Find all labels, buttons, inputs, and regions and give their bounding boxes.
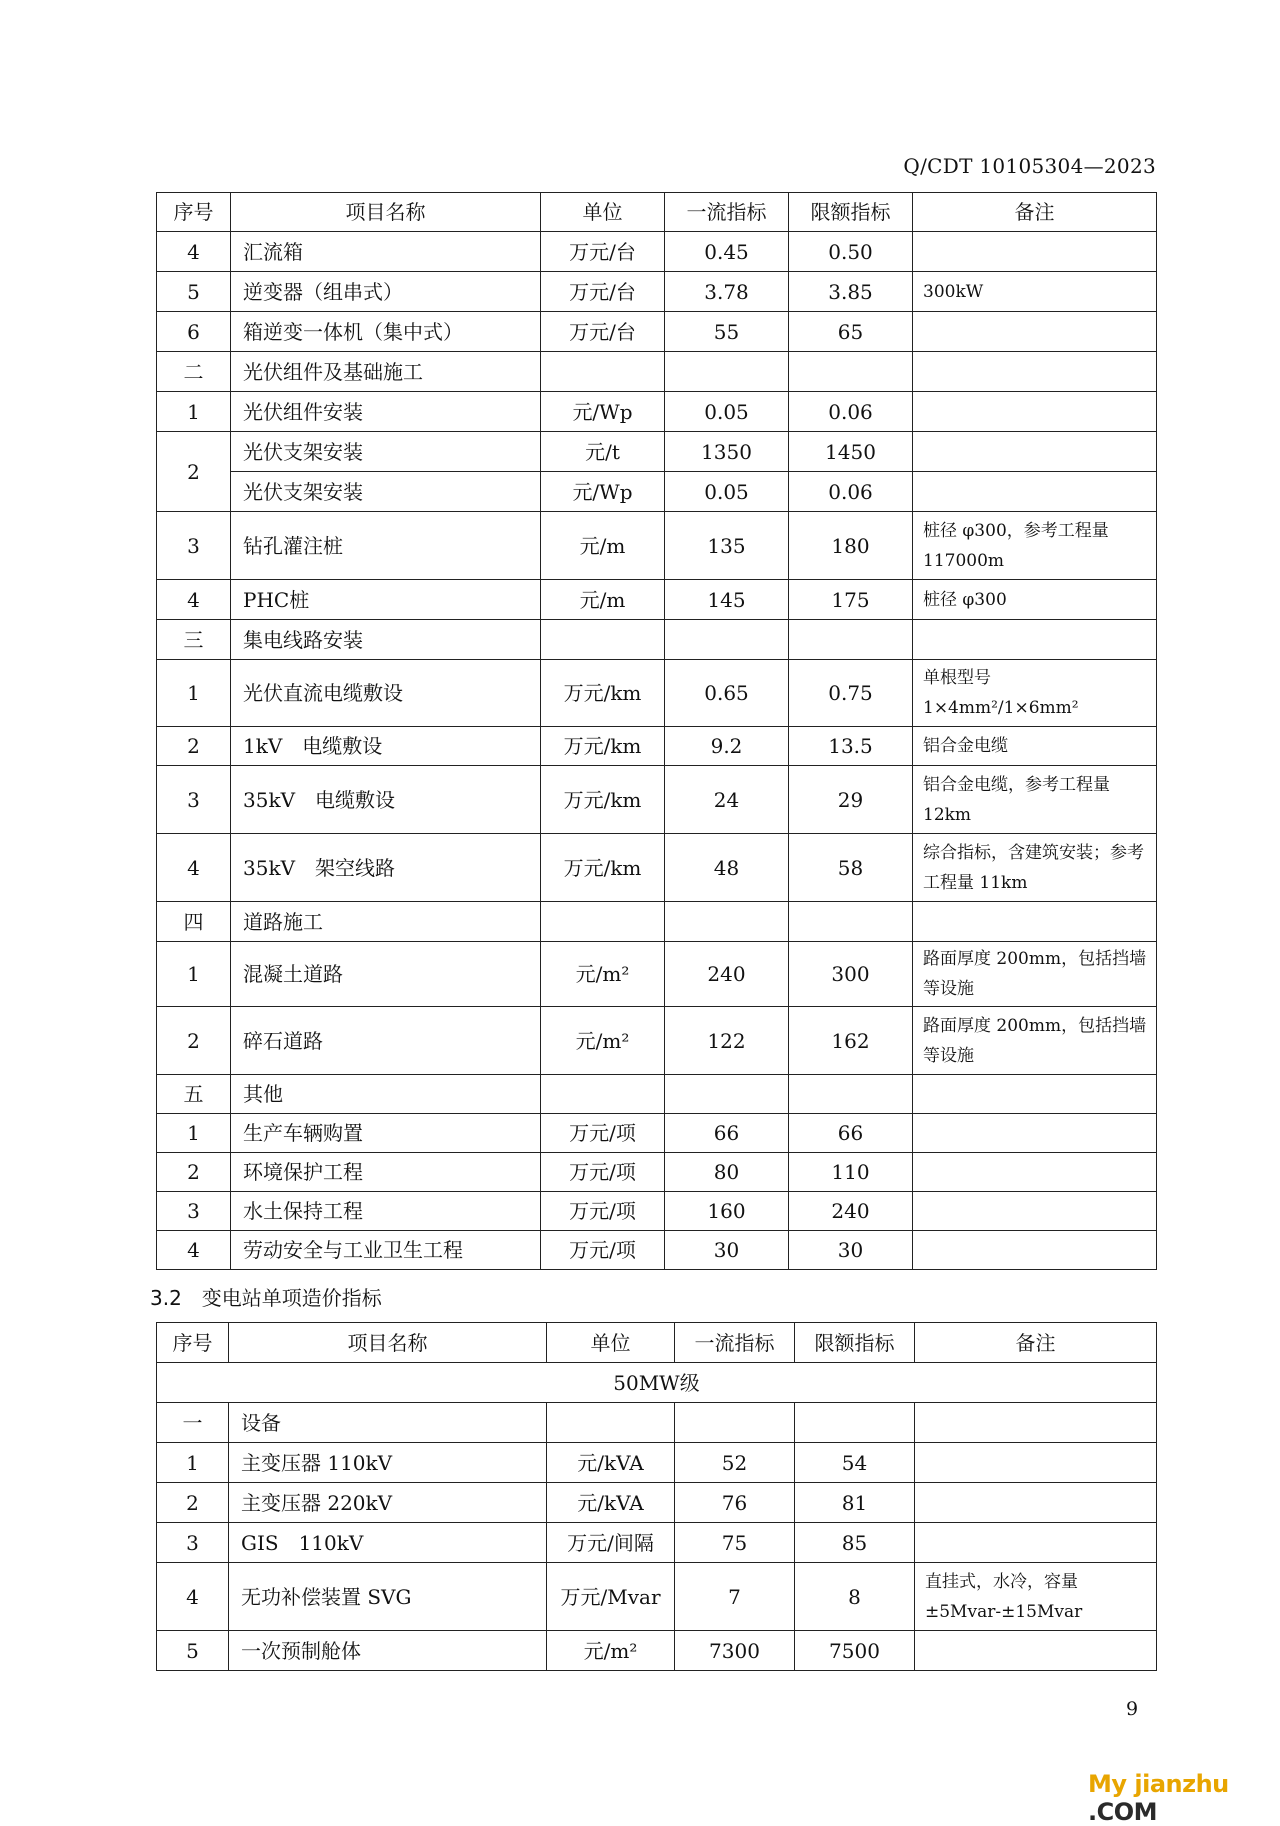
cell-note — [913, 232, 1157, 272]
cell-note: 300kW — [913, 272, 1157, 312]
cell-no: 4 — [157, 232, 231, 272]
cell-name: 环境保护工程 — [231, 1153, 541, 1192]
cell-name: 其他 — [231, 1075, 541, 1114]
cell-unit: 元/m² — [541, 1007, 665, 1075]
cell-no: 1 — [157, 942, 231, 1007]
cell-note: 铝合金电缆，参考工程量12km — [913, 766, 1157, 834]
cell-name: 汇流箱 — [231, 232, 541, 272]
cell-note — [915, 1483, 1157, 1523]
cell-limit: 30 — [789, 1231, 913, 1270]
cell-name: 碎石道路 — [231, 1007, 541, 1075]
cell-limit: 85 — [795, 1523, 915, 1563]
cell-note: 铝合金电缆 — [913, 727, 1157, 766]
table-row — [157, 1483, 1157, 1523]
cell-note — [915, 1403, 1157, 1443]
substation-cost-table — [156, 1322, 1157, 1671]
cell-name: 逆变器（组串式） — [231, 272, 541, 312]
cell-no: 4 — [157, 1563, 229, 1631]
cell-first-class: 48 — [665, 834, 789, 902]
cell-unit: 元/kVA — [547, 1443, 675, 1483]
cell-unit: 万元/项 — [541, 1114, 665, 1153]
group-row — [157, 1363, 1157, 1403]
cell-name: 劳动安全与工业卫生工程 — [231, 1231, 541, 1270]
table-row — [157, 272, 1157, 312]
table-row — [157, 312, 1157, 352]
cell-first-class: 7300 — [675, 1631, 795, 1671]
cell-note — [913, 902, 1157, 942]
cell-unit: 元/m² — [547, 1631, 675, 1671]
cell-no: 四 — [157, 902, 231, 942]
cell-limit: 29 — [789, 766, 913, 834]
cell-first-class: 240 — [665, 942, 789, 1007]
cell-no: 3 — [157, 1523, 229, 1563]
table-header-row — [157, 1323, 1157, 1363]
cell-unit — [541, 902, 665, 942]
cell-note — [913, 620, 1157, 660]
cell-unit: 元/Wp — [541, 392, 665, 432]
cell-note — [913, 1192, 1157, 1231]
cell-unit — [541, 620, 665, 660]
cell-limit: 13.5 — [789, 727, 913, 766]
table-row — [157, 1631, 1157, 1671]
cell-unit: 万元/台 — [541, 272, 665, 312]
table-row — [157, 942, 1157, 1007]
cell-first-class: 0.05 — [665, 392, 789, 432]
cell-first-class: 160 — [665, 1192, 789, 1231]
section-heading: 3.2 变电站单项造价指标 — [150, 1286, 382, 1310]
cell-name: 光伏支架安装 — [231, 432, 541, 472]
cell-unit: 万元/Mvar — [547, 1563, 675, 1631]
cell-name: 1kV 电缆敷设 — [231, 727, 541, 766]
cell-first-class: 52 — [675, 1443, 795, 1483]
table-row — [157, 1523, 1157, 1563]
table-row — [157, 1153, 1157, 1192]
table-row — [157, 432, 1157, 472]
cell-no: 4 — [157, 1231, 231, 1270]
cell-limit: 54 — [795, 1443, 915, 1483]
cell-name: 光伏组件及基础施工 — [231, 352, 541, 392]
header-note: 备注 — [915, 1323, 1157, 1363]
cell-note: 单根型号 1×4mm²/1×6mm² — [913, 660, 1157, 727]
cell-limit: 300 — [789, 942, 913, 1007]
cell-unit: 元/Wp — [541, 472, 665, 512]
cell-first-class — [665, 352, 789, 392]
header-unit: 单位 — [541, 193, 665, 232]
cell-no: 2 — [157, 432, 231, 512]
cell-no: 6 — [157, 312, 231, 352]
cell-no: 2 — [157, 1007, 231, 1075]
cell-limit: 58 — [789, 834, 913, 902]
header-no: 序号 — [157, 193, 231, 232]
cell-name: 箱逆变一体机（集中式） — [231, 312, 541, 352]
table-row — [157, 766, 1157, 834]
cell-no: 2 — [157, 1483, 229, 1523]
cell-unit: 元/m — [541, 512, 665, 580]
cell-name: 集电线路安装 — [231, 620, 541, 660]
watermark-brand: My jianzhu — [1088, 1770, 1229, 1798]
cell-limit: 0.06 — [789, 392, 913, 432]
cell-no: 二 — [157, 352, 231, 392]
cell-first-class — [675, 1403, 795, 1443]
table-row — [157, 512, 1157, 580]
cell-name: 一次预制舱体 — [229, 1631, 547, 1671]
cell-note: 路面厚度 200mm，包括挡墙等设施 — [913, 942, 1157, 1007]
table-row — [157, 1192, 1157, 1231]
cell-first-class: 7 — [675, 1563, 795, 1631]
cell-first-class: 75 — [675, 1523, 795, 1563]
cell-unit: 元/t — [541, 432, 665, 472]
cell-no: 一 — [157, 1403, 229, 1443]
page-number: 9 — [1126, 1698, 1139, 1720]
table-row — [157, 472, 1157, 512]
cell-no: 3 — [157, 766, 231, 834]
cell-note — [913, 1231, 1157, 1270]
cell-limit: 175 — [789, 580, 913, 620]
cell-limit — [789, 902, 913, 942]
cell-no: 三 — [157, 620, 231, 660]
cell-first-class: 145 — [665, 580, 789, 620]
header-unit: 单位 — [547, 1323, 675, 1363]
cell-note — [913, 392, 1157, 432]
cell-note — [915, 1631, 1157, 1671]
cell-first-class: 1350 — [665, 432, 789, 472]
section-row — [157, 620, 1157, 660]
cell-no: 3 — [157, 512, 231, 580]
cell-no: 1 — [157, 392, 231, 432]
header-first-class: 一流指标 — [665, 193, 789, 232]
cell-limit — [789, 1075, 913, 1114]
cell-no: 1 — [157, 1114, 231, 1153]
cell-unit: 万元/km — [541, 727, 665, 766]
cell-name: 光伏直流电缆敷设 — [231, 660, 541, 727]
cell-unit: 万元/台 — [541, 312, 665, 352]
site-watermark — [1088, 1770, 1280, 1826]
cell-name: 混凝土道路 — [231, 942, 541, 1007]
cell-first-class: 0.45 — [665, 232, 789, 272]
cell-no: 5 — [157, 272, 231, 312]
cell-limit — [795, 1403, 915, 1443]
cell-unit: 万元/km — [541, 766, 665, 834]
cell-limit — [789, 620, 913, 660]
cell-first-class: 135 — [665, 512, 789, 580]
cell-unit — [541, 352, 665, 392]
cell-limit: 65 — [789, 312, 913, 352]
cell-unit: 万元/项 — [541, 1231, 665, 1270]
cell-name: PHC桩 — [231, 580, 541, 620]
cell-no: 1 — [157, 660, 231, 727]
cell-unit — [541, 1075, 665, 1114]
cell-unit: 元/kVA — [547, 1483, 675, 1523]
section-row — [157, 1403, 1157, 1443]
cell-first-class: 0.05 — [665, 472, 789, 512]
table-row — [157, 392, 1157, 432]
cell-first-class: 66 — [665, 1114, 789, 1153]
cell-limit: 8 — [795, 1563, 915, 1631]
section-row — [157, 352, 1157, 392]
cell-name: 光伏组件安装 — [231, 392, 541, 432]
cell-name: 道路施工 — [231, 902, 541, 942]
cell-no: 5 — [157, 1631, 229, 1671]
cell-name: 35kV 架空线路 — [231, 834, 541, 902]
cell-unit: 万元/间隔 — [547, 1523, 675, 1563]
cell-first-class — [665, 620, 789, 660]
watermark-tld: .COM — [1088, 1798, 1158, 1826]
section-row — [157, 902, 1157, 942]
cell-first-class: 80 — [665, 1153, 789, 1192]
cell-unit — [547, 1403, 675, 1443]
document-code: Q/CDT 10105304—2023 — [903, 154, 1156, 178]
cell-limit: 240 — [789, 1192, 913, 1231]
table-row — [157, 834, 1157, 902]
cell-no: 3 — [157, 1192, 231, 1231]
cell-no: 2 — [157, 727, 231, 766]
cell-limit: 81 — [795, 1483, 915, 1523]
table-header-row — [157, 193, 1157, 232]
cell-note: 路面厚度 200mm，包括挡墙等设施 — [913, 1007, 1157, 1075]
cell-no: 1 — [157, 1443, 229, 1483]
cell-note — [913, 1075, 1157, 1114]
cell-note — [915, 1523, 1157, 1563]
cell-limit: 162 — [789, 1007, 913, 1075]
cell-name: 设备 — [229, 1403, 547, 1443]
header-limit: 限额指标 — [789, 193, 913, 232]
cell-note — [913, 1114, 1157, 1153]
cell-first-class: 24 — [665, 766, 789, 834]
cell-first-class: 76 — [675, 1483, 795, 1523]
cell-unit: 元/m — [541, 580, 665, 620]
table-row — [157, 232, 1157, 272]
cell-first-class: 9.2 — [665, 727, 789, 766]
header-first-class: 一流指标 — [675, 1323, 795, 1363]
cell-note: 综合指标，含建筑安装；参考工程量 11km — [913, 834, 1157, 902]
cell-limit: 180 — [789, 512, 913, 580]
cell-limit: 0.50 — [789, 232, 913, 272]
table-row — [157, 580, 1157, 620]
cell-name: 主变压器 110kV — [229, 1443, 547, 1483]
header-name: 项目名称 — [231, 193, 541, 232]
table-row — [157, 727, 1157, 766]
cell-limit: 110 — [789, 1153, 913, 1192]
cell-unit: 万元/km — [541, 834, 665, 902]
cell-no: 2 — [157, 1153, 231, 1192]
cell-unit: 元/m² — [541, 942, 665, 1007]
cell-note: 桩径 φ300 — [913, 580, 1157, 620]
cell-first-class: 30 — [665, 1231, 789, 1270]
cell-note — [913, 432, 1157, 472]
table-row — [157, 1563, 1157, 1631]
header-note: 备注 — [913, 193, 1157, 232]
cell-first-class: 122 — [665, 1007, 789, 1075]
cell-unit: 万元/km — [541, 660, 665, 727]
cell-name: GIS 110kV — [229, 1523, 547, 1563]
header-no: 序号 — [157, 1323, 229, 1363]
cell-limit: 1450 — [789, 432, 913, 472]
cell-no: 4 — [157, 580, 231, 620]
table-row — [157, 1443, 1157, 1483]
cell-first-class — [665, 902, 789, 942]
cell-note — [913, 312, 1157, 352]
cost-index-table — [156, 192, 1157, 1270]
table-row — [157, 1114, 1157, 1153]
cell-first-class: 0.65 — [665, 660, 789, 727]
cell-first-class: 3.78 — [665, 272, 789, 312]
cell-note: 桩径 φ300，参考工程量117000m — [913, 512, 1157, 580]
cell-name: 光伏支架安装 — [231, 472, 541, 512]
cell-name: 水土保持工程 — [231, 1192, 541, 1231]
cell-name: 无功补偿装置 SVG — [229, 1563, 547, 1631]
cell-limit: 3.85 — [789, 272, 913, 312]
table-row — [157, 1231, 1157, 1270]
cell-unit: 万元/项 — [541, 1192, 665, 1231]
cell-limit: 0.06 — [789, 472, 913, 512]
cell-first-class: 55 — [665, 312, 789, 352]
cell-first-class — [665, 1075, 789, 1114]
cell-name: 主变压器 220kV — [229, 1483, 547, 1523]
cell-name: 钻孔灌注桩 — [231, 512, 541, 580]
cell-note — [913, 472, 1157, 512]
cell-note: 直挂式，水冷，容量±5Mvar-±15Mvar — [915, 1563, 1157, 1631]
table-row — [157, 660, 1157, 727]
header-name: 项目名称 — [229, 1323, 547, 1363]
cell-note — [913, 352, 1157, 392]
group-label: 50MW级 — [157, 1363, 1157, 1403]
cell-note — [913, 1153, 1157, 1192]
cell-no: 4 — [157, 834, 231, 902]
cell-limit — [789, 352, 913, 392]
cell-unit: 万元/项 — [541, 1153, 665, 1192]
cell-no: 五 — [157, 1075, 231, 1114]
cell-limit: 7500 — [795, 1631, 915, 1671]
table-row — [157, 1007, 1157, 1075]
cell-name: 35kV 电缆敷设 — [231, 766, 541, 834]
header-limit: 限额指标 — [795, 1323, 915, 1363]
section-row — [157, 1075, 1157, 1114]
cell-limit: 0.75 — [789, 660, 913, 727]
cell-note — [915, 1443, 1157, 1483]
cell-unit: 万元/台 — [541, 232, 665, 272]
cell-limit: 66 — [789, 1114, 913, 1153]
cell-name: 生产车辆购置 — [231, 1114, 541, 1153]
